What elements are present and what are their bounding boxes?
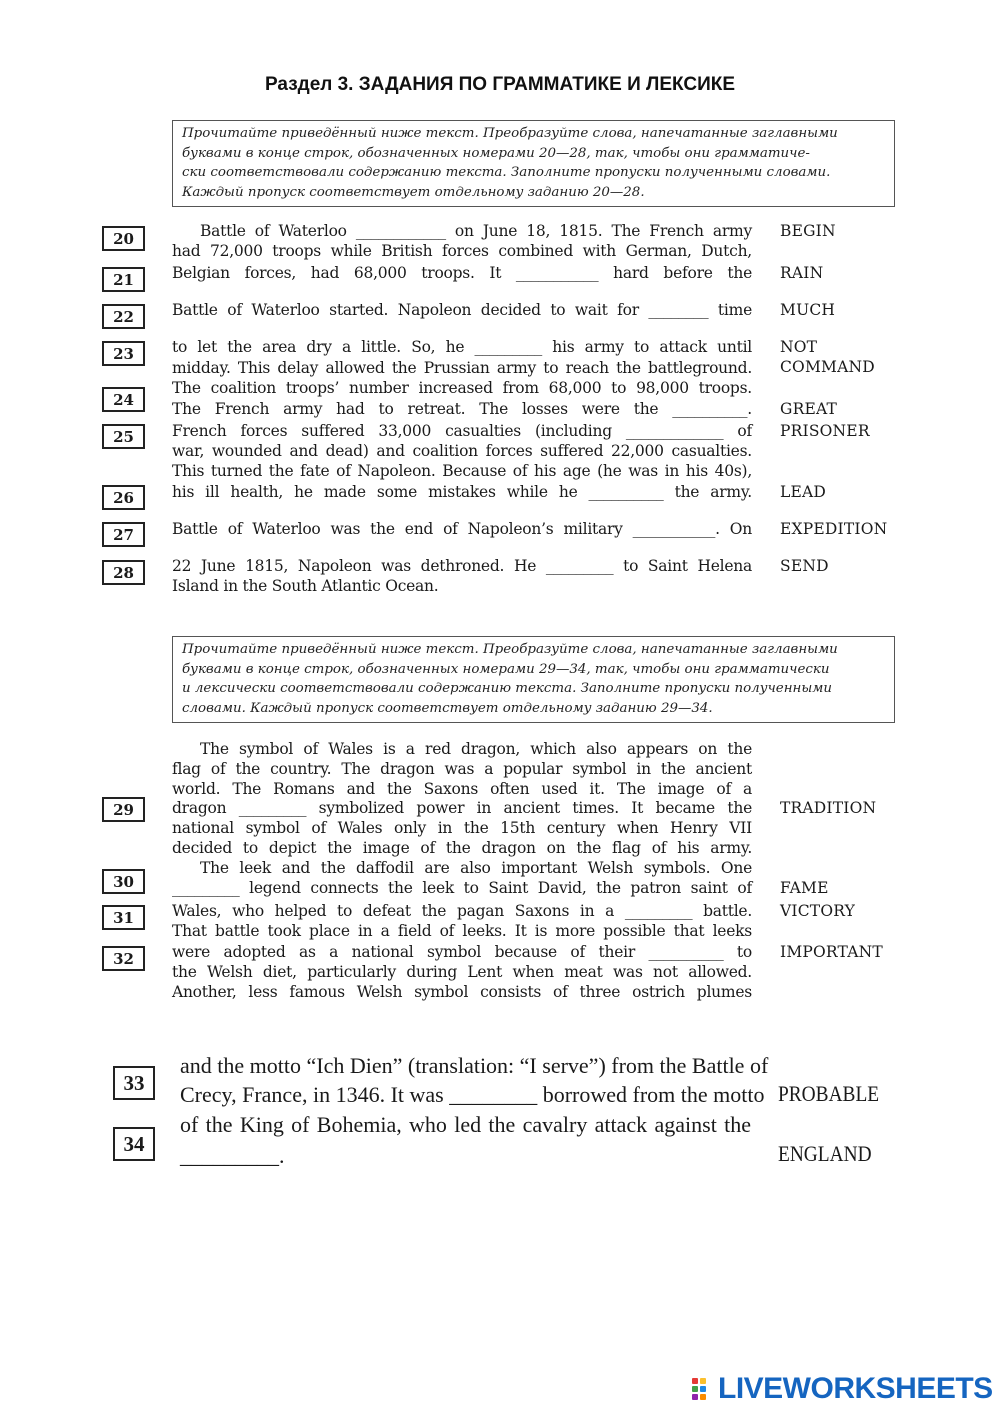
text-line: midday. This delay allowed the Prussian army to reach the battleground. bbox=[172, 359, 752, 377]
text-line: war, wounded and dead) and coalition forces suffered 22,000 casualties. bbox=[172, 442, 752, 460]
text-line: flag of the country. The dragon was a popular symbol in the ancient bbox=[172, 760, 752, 778]
text-line: The leek and the daffodil are also important Welsh symbols. One bbox=[200, 859, 752, 877]
base-word: RAIN bbox=[780, 264, 824, 282]
base-word: NOT bbox=[780, 338, 818, 356]
task-number-26: 26 bbox=[102, 485, 145, 510]
text-line: Battle of Waterloo started. Napoleon decided to wait for ________ time bbox=[172, 301, 752, 319]
text-line: Battle of Waterloo was the end of Napoleon’s military ___________. On bbox=[172, 520, 752, 538]
base-word: COMMAND bbox=[780, 358, 875, 376]
base-word: VICTORY bbox=[780, 902, 856, 920]
task-number-32: 32 bbox=[102, 946, 145, 971]
task-number-33: 33 bbox=[113, 1066, 155, 1100]
base-word: ENGLAND bbox=[778, 1141, 872, 1166]
text-line: world. The Romans and the Saxons often used it. The image of a bbox=[172, 780, 752, 798]
text-line: Island in the South Atlantic Ocean. bbox=[172, 577, 439, 595]
instruction-line: Прочитайте приведённый ниже текст. Преобразуйте слова, напечатанные заглавными bbox=[182, 126, 838, 141]
base-word: SEND bbox=[780, 557, 829, 575]
text-line: had 72,000 troops while British forces combined with German, Dutch, bbox=[172, 242, 752, 260]
text-line: dragon _________ symbolized power in ancient times. It became the bbox=[172, 799, 752, 817]
task-number-29: 29 bbox=[102, 797, 145, 822]
text-line: Crecy, France, in 1346. It was ________ borrowed from the motto bbox=[180, 1082, 765, 1107]
instruction-line: Прочитайте приведённый ниже текст. Преобразуйте слова, напечатанные заглавными bbox=[182, 642, 838, 657]
text-line: the Welsh diet, particularly during Lent when meat was not allowed. bbox=[172, 963, 752, 981]
page-title: Раздел 3. ЗАДАНИЯ ПО ГРАММАТИКЕ И ЛЕКСИКЕ bbox=[264, 74, 736, 95]
text-line: _________ legend connects the leek to Saint David, the patron saint of bbox=[172, 879, 752, 897]
liveworksheets-logo bbox=[692, 1374, 993, 1404]
task-number-27: 27 bbox=[102, 522, 145, 547]
task-number-20: 20 bbox=[102, 226, 145, 251]
logo-mark-icon bbox=[692, 1376, 714, 1402]
base-word: MUCH bbox=[780, 301, 836, 319]
task-number-31: 31 bbox=[102, 905, 145, 930]
base-word: LEAD bbox=[780, 483, 827, 501]
task-number-30: 30 bbox=[102, 869, 145, 894]
base-word: EXPEDITION bbox=[780, 520, 888, 538]
base-word: GREAT bbox=[780, 400, 838, 418]
instruction-line: буквами в конце строк, обозначенных номерами 20—28, так, чтобы они грамматиче- bbox=[182, 145, 810, 161]
task-number-25: 25 bbox=[102, 424, 145, 449]
text-line: The coalition troops’ number increased from 68,000 to 98,000 troops. bbox=[172, 379, 752, 397]
task-number-24: 24 bbox=[102, 387, 145, 412]
text-line: to let the area dry a little. So, he _________ his army to attack until bbox=[172, 338, 752, 356]
instruction-line: Каждый пропуск соответствует отдельному заданию 20—28. bbox=[182, 184, 645, 200]
text-line: Battle of Waterloo ____________ on June 18, 1815. The French army bbox=[200, 222, 752, 240]
text-line: and the motto “Ich Dien” (translation: “I serve”) from the Battle of bbox=[180, 1053, 769, 1078]
logo-text: LIVEWORKSHEETS bbox=[718, 1372, 993, 1405]
instruction-line: буквами в конце строк, обозначенных номерами 29—34, так, чтобы они грамматически bbox=[182, 661, 830, 677]
base-word: PRISONER bbox=[780, 422, 870, 440]
text-line: were adopted as a national symbol because of their __________ to bbox=[172, 943, 752, 961]
instruction-line: и лексически соответствовали содержанию текста. Заполните пропуски полученными bbox=[182, 681, 833, 696]
base-word: IMPORTANT bbox=[780, 943, 883, 961]
text-line: of the King of Bohemia, who led the cavalry attack against the bbox=[180, 1112, 751, 1137]
task-number-34: 34 bbox=[113, 1127, 155, 1161]
text-line: Wales, who helped to defeat the pagan Saxons in a _________ battle. bbox=[172, 902, 752, 920]
base-word: BEGIN bbox=[780, 222, 836, 240]
text-line: Belgian forces, had 68,000 troops. It ___________ hard before the bbox=[172, 264, 752, 282]
instruction-line: словами. Каждый пропуск соответствует отдельному заданию 29—34. bbox=[182, 700, 713, 716]
instructions-box-2 bbox=[172, 636, 895, 723]
base-word: FAME bbox=[780, 879, 829, 897]
instruction-line: ски соответствовали содержанию текста. Заполните пропуски полученными словами. bbox=[182, 165, 831, 180]
text-line: French forces suffered 33,000 casualties (including _____________ of bbox=[172, 422, 752, 440]
task-number-21: 21 bbox=[102, 267, 145, 292]
text-line: national symbol of Wales only in the 15th century when Henry VII bbox=[172, 819, 752, 837]
task-number-22: 22 bbox=[102, 304, 145, 329]
text-line: 22 June 1815, Napoleon was dethroned. He _________ to Saint Helena bbox=[172, 557, 752, 575]
text-line: decided to depict the image of the dragon on the flag of his army. bbox=[172, 839, 752, 857]
text-line: This turned the fate of Napoleon. Because of his age (he was in his 40s), bbox=[172, 462, 752, 480]
text-line: Another, less famous Welsh symbol consists of three ostrich plumes bbox=[172, 983, 752, 1001]
text-line: That battle took place in a field of leeks. It is more possible that leeks bbox=[172, 922, 752, 940]
text-line: The symbol of Wales is a red dragon, which also appears on the bbox=[200, 740, 752, 758]
text-line: _________. bbox=[180, 1143, 285, 1168]
text-line: his ill health, he made some mistakes while he __________ the army. bbox=[172, 483, 752, 501]
task-number-28: 28 bbox=[102, 560, 145, 585]
base-word: PROBABLE bbox=[778, 1081, 880, 1106]
text-line: The French army had to retreat. The losses were the __________. bbox=[172, 400, 752, 418]
instructions-box-1 bbox=[172, 120, 895, 207]
task-number-23: 23 bbox=[102, 341, 145, 366]
base-word: TRADITION bbox=[780, 799, 877, 817]
